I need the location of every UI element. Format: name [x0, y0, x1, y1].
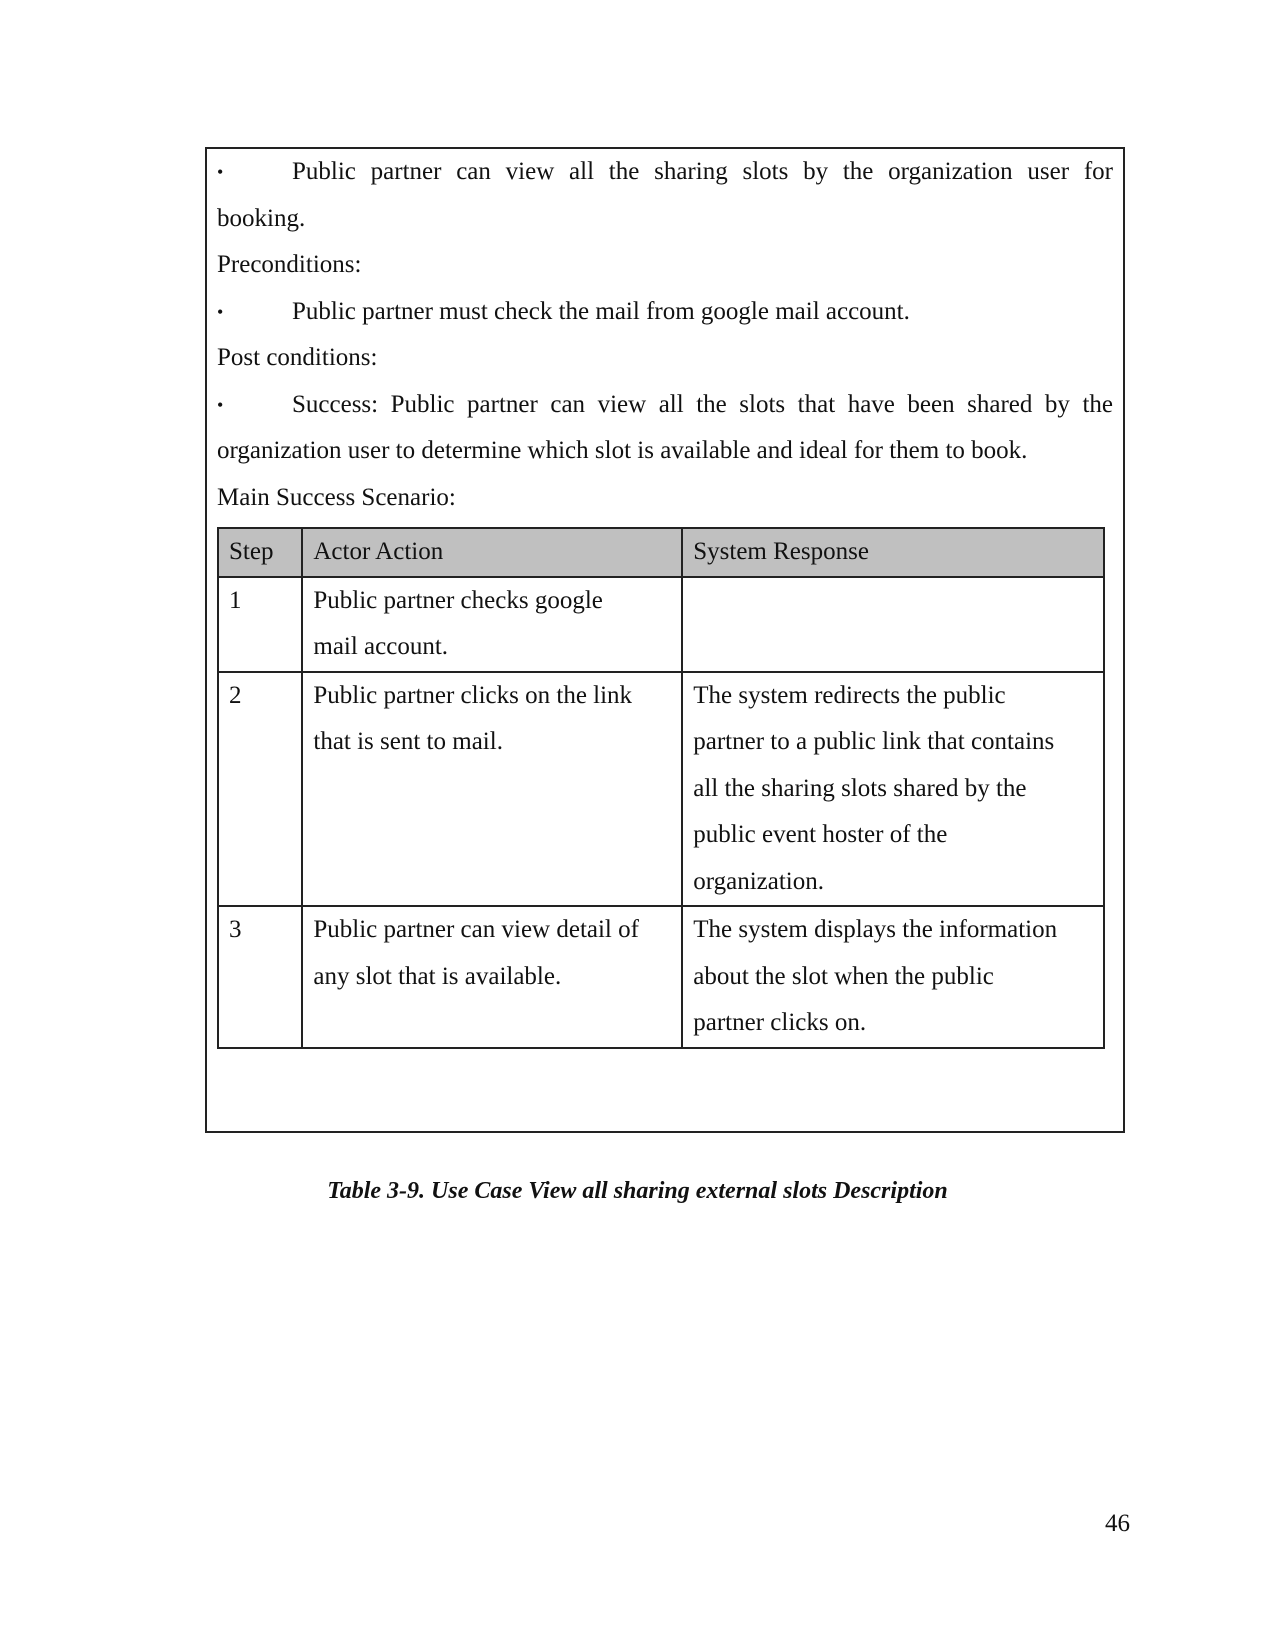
system-response-line: The system redirects the public — [693, 681, 1006, 709]
system-response-line: all the sharing slots shared by the — [693, 774, 1027, 802]
actor-action-cell — [302, 906, 682, 1048]
system-response-line: The system displays the information — [693, 916, 1058, 943]
postcondition-bullet-item — [217, 382, 1113, 429]
postcondition-text-line1: Success: Public partner can view all the slots that have been shared by the — [292, 390, 1113, 418]
step-cell: 3 — [218, 906, 302, 1048]
step-cell: 2 — [218, 672, 302, 907]
actor-action-line: that is sent to mail. — [313, 728, 503, 755]
system-response-cell — [682, 906, 1104, 1048]
postcondition-text-line2: organization user to determine which slot is available and ideal for them to book. — [217, 437, 1028, 464]
system-response-line: public event hoster of the — [693, 821, 948, 848]
goal-text-line2: booking. — [217, 204, 306, 232]
bullet-icon: • — [217, 162, 224, 182]
actor-action-line: Public partner can view detail of — [313, 916, 639, 943]
preconditions-heading: Preconditions: — [217, 251, 362, 278]
system-response-cell — [682, 577, 1104, 672]
actor-action-line: Public partner clicks on the link — [313, 681, 633, 709]
system-response-line: partner to a public link that contains — [693, 728, 1055, 755]
bullet-icon: • — [217, 301, 224, 322]
scenario-heading: Main Success Scenario: — [217, 483, 456, 511]
precondition-text: Public partner must check the mail from google mail account. — [292, 297, 910, 325]
table-row — [218, 906, 1104, 1048]
header-step: Step — [218, 528, 302, 577]
system-response-line: organization. — [693, 867, 824, 895]
use-case-box — [205, 147, 1125, 1133]
table-header-row — [218, 528, 1104, 577]
table-row — [218, 577, 1104, 672]
header-system-response: System Response — [682, 528, 1104, 577]
scenario-table — [217, 527, 1105, 1049]
actor-action-cell — [302, 577, 682, 672]
goal-text-line1: Public partner can view all the sharing slots by the organization user for — [292, 158, 1113, 185]
system-response-line: partner clicks on. — [693, 1009, 867, 1036]
table-caption: Table 3-9. Use Case View all sharing external slots Description — [327, 1178, 948, 1204]
bullet-icon: • — [217, 394, 224, 415]
system-response-line: about the slot when the public — [693, 962, 994, 990]
postconditions-heading: Post conditions: — [217, 344, 378, 371]
step-cell: 1 — [218, 577, 302, 672]
actor-action-line: any slot that is available. — [313, 962, 562, 990]
actor-action-cell — [302, 672, 682, 907]
header-actor-action: Actor Action — [302, 528, 682, 577]
actor-action-line: mail account. — [313, 633, 449, 660]
actor-action-line: Public partner checks google — [313, 586, 603, 614]
goal-bullet-item — [217, 149, 1113, 196]
system-response-cell — [682, 672, 1104, 907]
page-number: 46 — [1105, 1510, 1130, 1537]
precondition-bullet-item — [217, 289, 1113, 336]
table-row — [218, 672, 1104, 907]
